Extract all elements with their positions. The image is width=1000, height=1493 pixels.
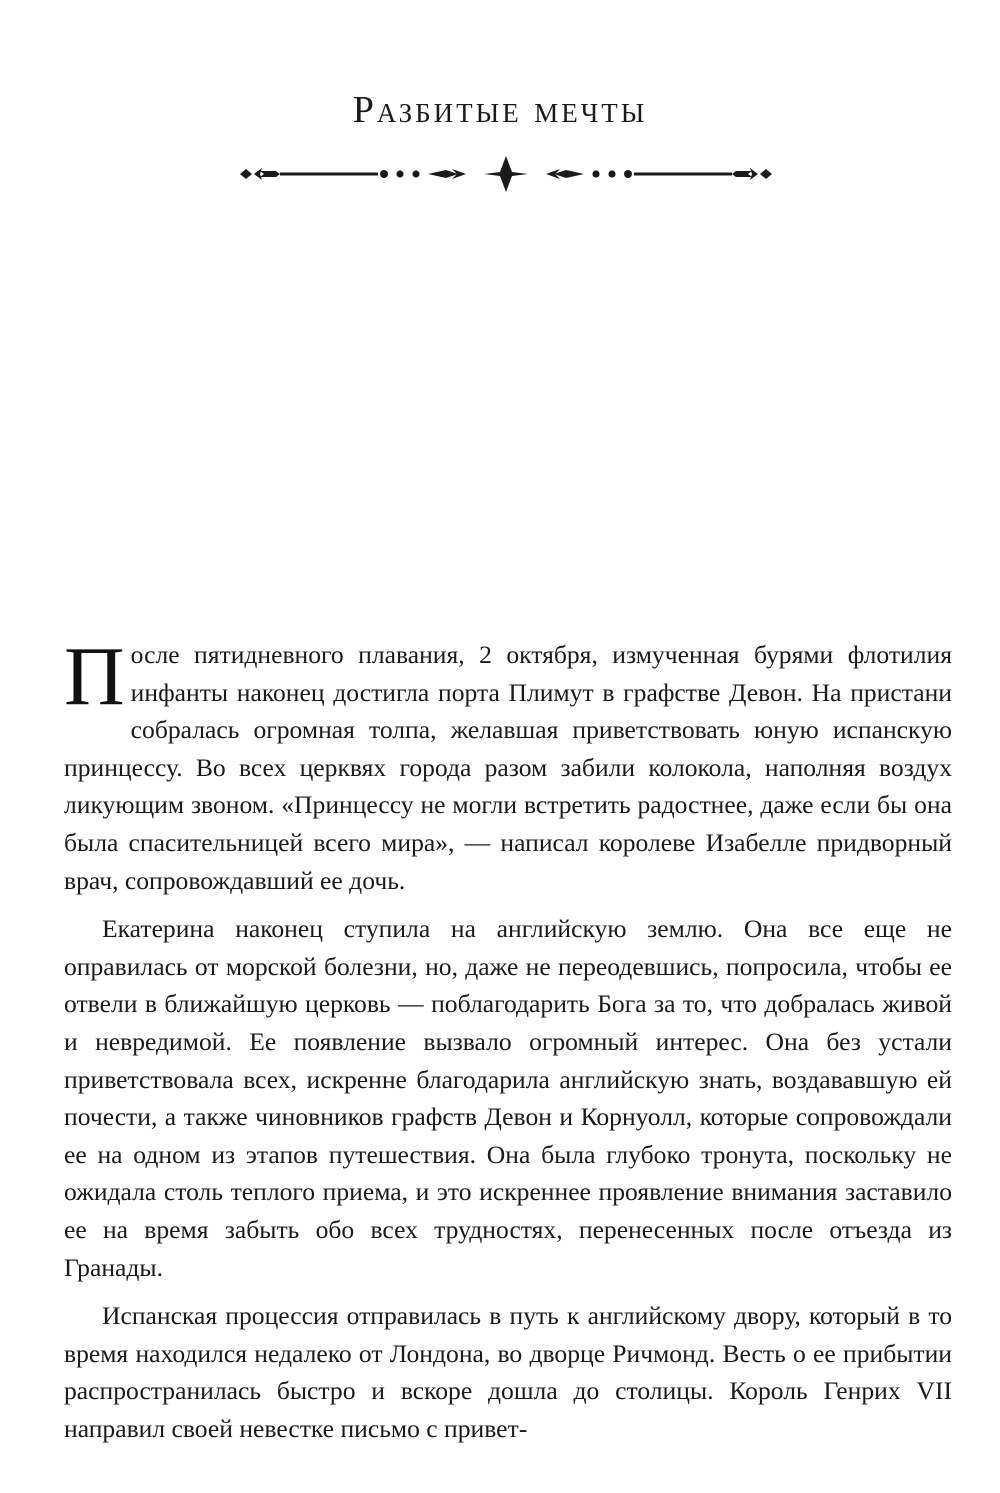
paragraph-3: Испанская процессия отправилась в путь к английскому двору, который в то время находился недалеко от Лондона, во дворце Ричмонд. Весть о ее прибытии распространилась быстро и вскоре дошла до столицы. Король Генрих VII направил своей невестке письмо с привет- [64, 1301, 952, 1443]
paragraph-2: Екатерина наконец ступила на английскую землю. Она все еще не оправилась от морской болезни, но, даже не переодевшись, попросила, чтобы ее отвели в ближайшую церковь — поблагодарить Бога за то, что добралась живой и невредимой. Ее появление вызвало огромный интерес. Она без устали приветствовала всех, искренне благодарила английскую знать, воздававшую ей почести, а также чиновников графств Девон и Корнуолл, которые сопровождали ее на одном из этапов путешествия. Она была глубоко тронута, поскольку не ожидала столь теплого приема, и это искреннее проявление внимания заставило ее на время забыть обо всех трудностях, перенесенных после отъезда из Гранады. [64, 914, 952, 1282]
chapter-title: Разбитые мечты [352, 89, 648, 131]
paragraph-1 [64, 630, 952, 899]
paragraph-1-text: осле пятидневного плавания, 2 октября, измученная бурями флотилия инфанты наконец достигла порта Плимут в графстве Девон. На пристани собралась огромная толпа, желавшая приветствовать юную испанскую принцессу. Во всех церквях города разом забили колокола, наполняя воздух ликующим звоном. «Принцессу не могли встретить радостнее, даже если бы она была спасительницей всего мира», — написал королеве Изабелле придворный врач, сопровождавший ее дочь. [64, 640, 952, 895]
ornament-divider-icon [236, 152, 776, 196]
drop-cap: П [64, 630, 125, 723]
body-text [64, 630, 952, 1458]
